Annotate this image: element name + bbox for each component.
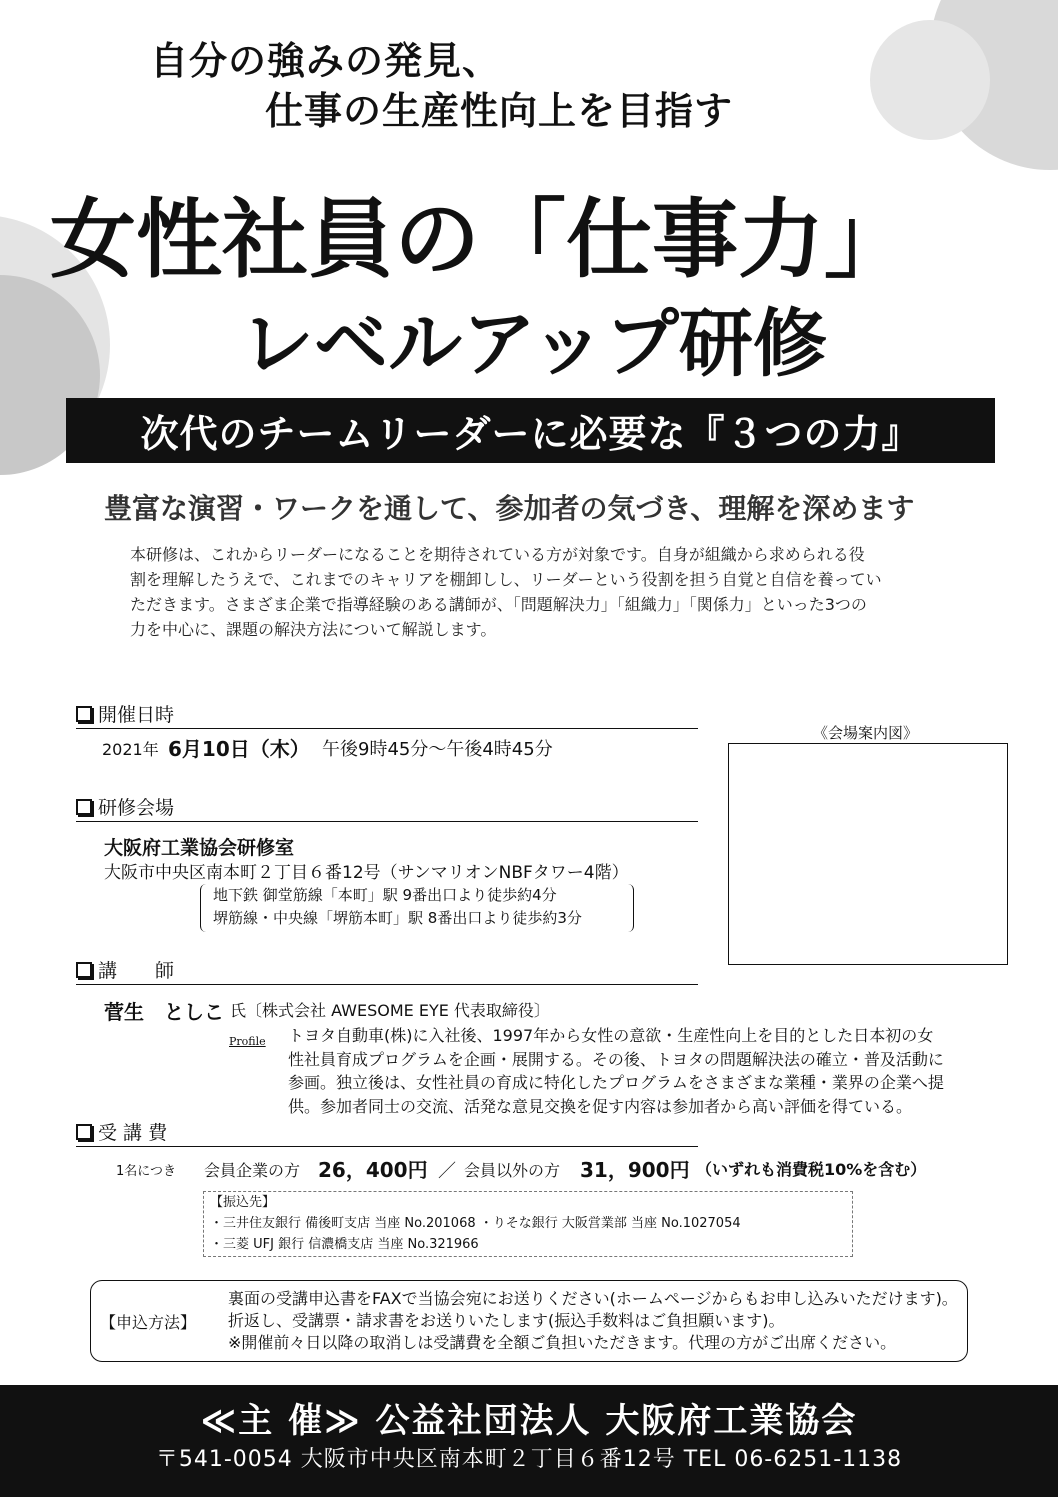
main-title-line-2: レベルアップ研修 [240, 301, 827, 387]
header-line-1: 自分の強みの発見、 [150, 39, 502, 83]
venue-name: 大阪府工業協会研修室 [104, 837, 295, 859]
fee-member-label: 会員企業の方 [204, 1161, 301, 1180]
profile-line: 参画。独立後は、女性社員の育成に特化したプログラムをさまざまな業種・業界の企業へ提 [288, 1073, 944, 1092]
map-label: 《会場案内図》 [813, 724, 919, 742]
profile-line: 性社員育成プログラムを企画・展開する。その後、トヨタの問題解決法の確立・普及活動に [288, 1049, 944, 1069]
checkbox-icon [76, 1124, 92, 1140]
intro-line: 本研修は、これからリーダーになることを期待されている方が対象です。自身が組織から求められる役 [130, 545, 865, 564]
lecturer-profile [288, 1024, 978, 1118]
date-value: 6月10日（木） [168, 737, 310, 761]
date-time: 午後9時45分～午後4時45分 [322, 739, 553, 760]
fee-separator: ／ [438, 1161, 456, 1182]
fee-tax-note: （いずれも消費税10%を含む） [696, 1160, 927, 1179]
decor-circle-top-right-small [870, 20, 990, 140]
apply-line: ※開催前々日以降の取消しは受講費を全額ご負担いただきます。代理の方がご出席ください。 [228, 1333, 897, 1352]
profile-line: トヨタ自動車(株)に入社後、1997年から女性の意欲・生産性向上を目的とした日本初の女 [288, 1026, 934, 1045]
bank-line: ・三菱 UFJ 銀行 信濃橋支店 当座 No.321966 [210, 1237, 479, 1252]
lecturer-section-heading: 講 師 [76, 956, 698, 985]
header-line-2: 仕事の生産性向上を目指す [265, 89, 734, 133]
intro-line: 割を理解したうえで、これまでのキャリアを棚卸しし、リーダーという役割を担う自覚と自信を養ってい [130, 570, 882, 589]
intro-line: 力を中心に、課題の解決方法について解説します。 [130, 620, 497, 639]
checkbox-icon [76, 706, 92, 722]
fee-nonmember-label: 会員以外の方 [464, 1161, 561, 1180]
profile-line: 供。参加者同士の交流、活発な意見交換を促す内容は参加者から高い評価を得ている。 [288, 1096, 913, 1116]
date-year: 2021年 [102, 740, 159, 759]
main-title-line-1: 女性社員の「仕事力」 [50, 190, 910, 290]
apply-label: 【申込方法】 [100, 1313, 197, 1332]
apply-line: 折返し、受講票・請求書をお送りいたします(振込手数料はご負担願います)。 [228, 1311, 785, 1330]
apply-instructions [228, 1288, 958, 1354]
venue-section-heading: 研修会場 [76, 793, 698, 822]
venue-map-placeholder [728, 743, 1008, 965]
intro-paragraph [130, 542, 930, 642]
bank-info-box [203, 1191, 853, 1257]
apply-line: 裏面の受講申込書をFAXで当協会宛にお送りください(ホームページからもお申し込みいただけます)。 [228, 1289, 958, 1308]
checkbox-icon [76, 799, 92, 815]
date-section-heading: 開催日時 [76, 700, 698, 729]
venue-access [200, 884, 634, 932]
bank-title: 【振込先】 [210, 1195, 276, 1210]
fee-member-price: 26，400円 [318, 1158, 428, 1182]
checkbox-icon [76, 962, 92, 978]
fee-section-heading: 受 講 費 [76, 1118, 698, 1147]
access-line: 地下鉄 御堂筋線「本町」駅 9番出口より徒歩約4分 [213, 886, 557, 904]
lead-text: 豊富な演習・ワークを通して、参加者の気づき、理解を深めます [104, 492, 915, 525]
footer-organizer: ≪主 催≫ 公益社団法人 大阪府工業協会 [200, 1401, 858, 1441]
venue-address: 大阪市中央区南本町２丁目６番12号（サンマリオンNBFタワー4階） [104, 863, 629, 883]
lecturer-name: 菅生 としこ [104, 1000, 224, 1024]
access-line: 堺筋線・中央線「堺筋本町」駅 8番出口より徒歩約3分 [213, 909, 582, 927]
intro-line: ただきます。さまざま企業で指導経験のある講師が、「問題解決力」「組織力」「関係力」といった3つの [130, 595, 867, 614]
lecturer-affiliation: 氏〔株式会社 AWESOME EYE 代表取締役〕 [230, 1001, 550, 1020]
profile-tag: Profile [229, 1035, 266, 1048]
subtitle-band: 次代のチームリーダーに必要な『３つの力』 [66, 398, 995, 463]
fee-per-person: 1名につき [116, 1164, 177, 1179]
bank-line: ・三井住友銀行 備後町支店 当座 No.201068 ・りそな銀行 大阪営業部 当座 No.1027054 [210, 1216, 741, 1231]
fee-nonmember-price: 31，900円 [580, 1158, 690, 1182]
footer-address: 〒541-0054 大阪市中央区南本町２丁目６番12号 TEL 06-6251-1138 [155, 1447, 903, 1472]
